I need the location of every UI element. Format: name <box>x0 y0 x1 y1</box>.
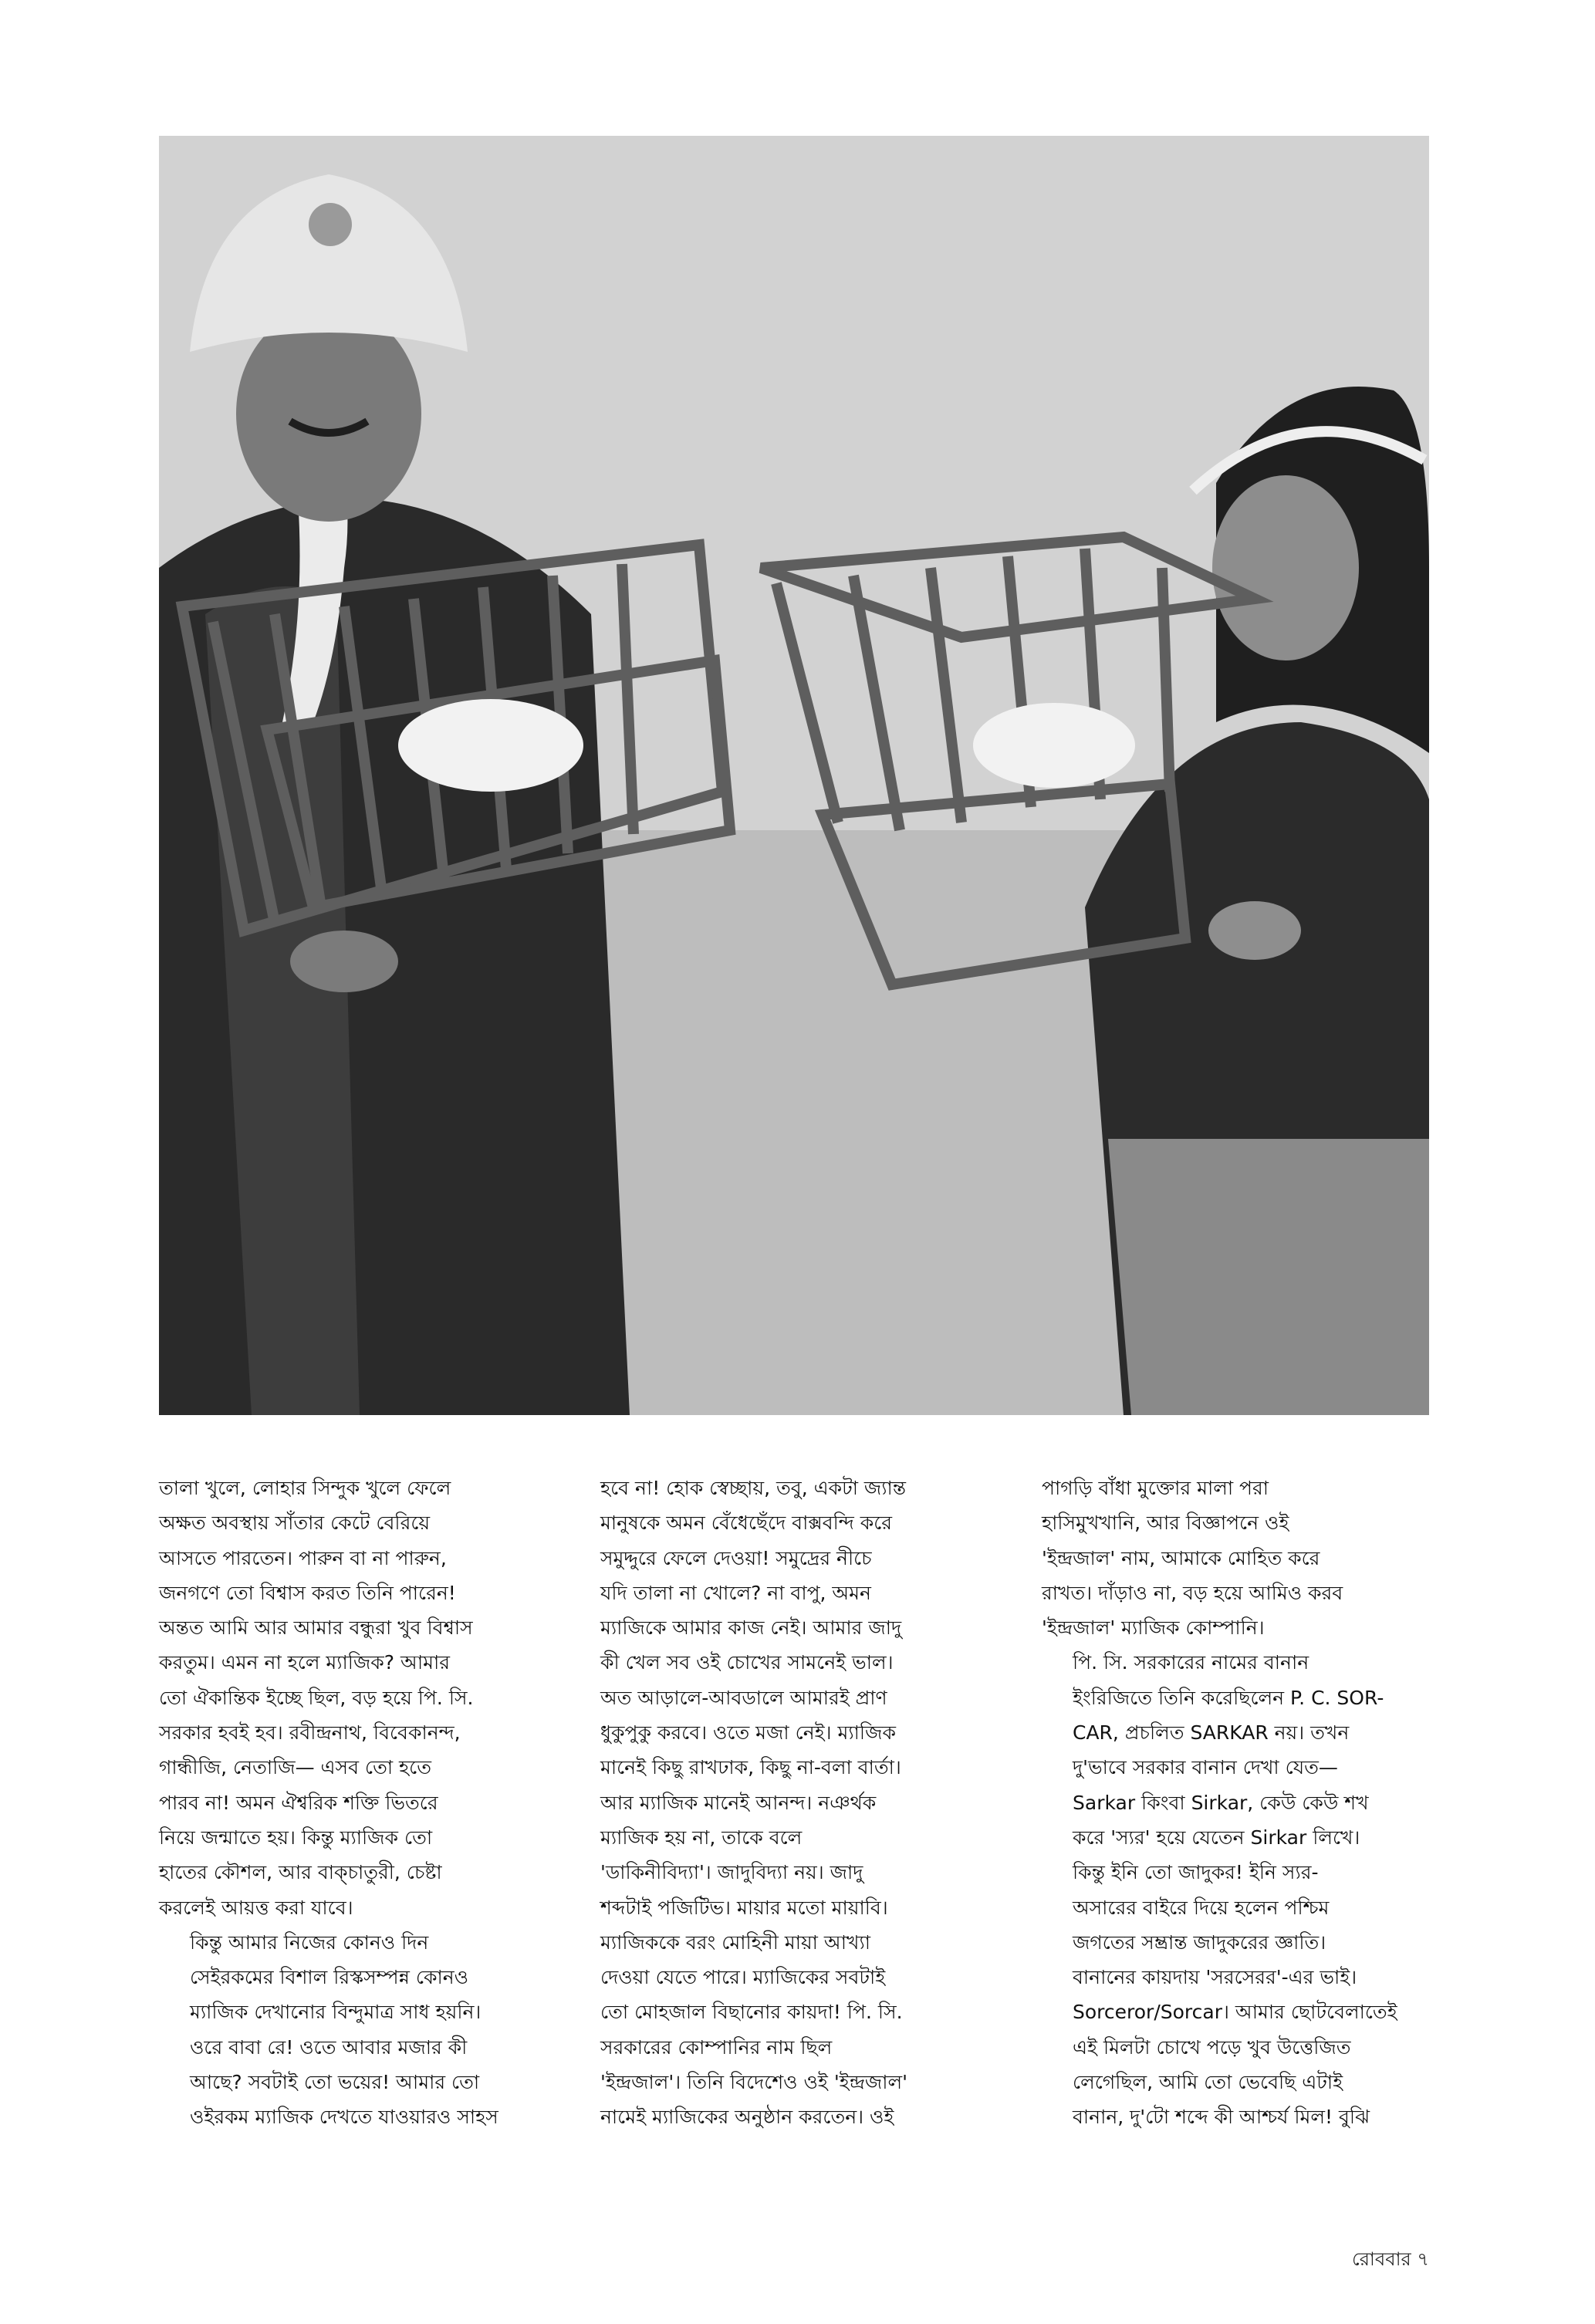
text-line: আছে? সবটাই তো ভয়ের! আমার তো <box>190 2071 480 2094</box>
text-line: CAR, প্রচলিত SARKAR নয়। তখন <box>1073 1721 1350 1745</box>
text-column-1 <box>159 1471 545 2135</box>
text-line: গান্ধীজি, নেতাজি— এসব তো হতে <box>159 1756 431 1779</box>
text-line: হাসিমুখখানি, আর বিজ্ঞাপনে ওই <box>1042 1512 1289 1535</box>
text-line: নিয়ে জন্মাতে হয়। কিন্তু ম্যাজিক তো <box>159 1826 433 1849</box>
text-line: শব্দটাই পজিটিভ। মায়ার মতো মায়াবি। <box>600 1896 888 1919</box>
text-line: Sorceror/Sorcar। আমার ছোটবেলাতেই <box>1073 2001 1397 2024</box>
text-line: বানান, দু'টো শব্দে কী আশ্চর্য মিল! বুঝি <box>1073 2106 1370 2129</box>
text-line: তালা খুলে, লোহার সিন্দুক খুলে ফেলে <box>159 1477 451 1499</box>
text-line: কী খেল সব ওই চোখের সামনেই ভাল। <box>600 1651 894 1674</box>
text-line: লেগেছিল, আমি তো ভেবেছি এটাই <box>1073 2071 1343 2094</box>
text-line: করতুম। এমন না হলে ম্যাজিক? আমার <box>159 1651 451 1674</box>
text-line: পি. সি. সরকারের নামের বানান <box>1073 1651 1309 1674</box>
text-line: রাখত। দাঁড়াও না, বড় হয়ে আমিও করব <box>1042 1581 1343 1604</box>
text-line: দেওয়া যেতে পারে। ম্যাজিকের সবটাই <box>600 1966 886 1989</box>
text-line: আর ম্যাজিক মানেই আনন্দ। নঞর্থক <box>600 1791 877 1814</box>
text-column-3 <box>1042 1471 1428 2135</box>
magician-photo <box>159 136 1429 1415</box>
text-line: 'ইন্দ্রজাল' ম্যাজিক কোম্পানি। <box>1042 1616 1265 1640</box>
text-line: ধুকুপুকু করবে। ওতে মজা নেই। ম্যাজিক <box>600 1721 896 1745</box>
text-line: অত আড়ালে-আবডালে আমারই প্রাণ <box>600 1686 887 1709</box>
text-line: তো মোহজাল বিছানোর কায়দা! পি. সি. <box>600 2001 903 2024</box>
text-line: অসারের বাইরে দিয়ে হলেন পশ্চিম <box>1073 1896 1330 1919</box>
photo-illustration <box>159 136 1429 1415</box>
text-line: ম্যাজিক হয় না, তাকে বলে <box>600 1826 803 1849</box>
paragraph <box>1042 1645 1428 2134</box>
paragraph <box>159 1471 545 1925</box>
text-line: 'ইন্দ্রজাল'। তিনি বিদেশেও ওই 'ইন্দ্রজাল' <box>600 2071 908 2094</box>
text-line: নামেই ম্যাজিকের অনুষ্ঠান করতেন। ওই <box>600 2106 894 2129</box>
text-line: এই মিলটা চোখে পড়ে খুব উত্তেজিত <box>1073 2035 1351 2059</box>
text-line: ওইরকম ম্যাজিক দেখতে যাওয়ারও সাহস <box>190 2106 498 2129</box>
text-line: সরকার হবই হব। রবীন্দ্রনাথ, বিবেকানন্দ, <box>159 1721 461 1745</box>
text-line: ওরে বাবা রে! ওতে আবার মজার কী <box>190 2035 468 2059</box>
text-line: পাগড়ি বাঁধা মুক্তোর মালা পরা <box>1042 1477 1269 1499</box>
text-line: সেইরকমের বিশাল রিস্কসম্পন্ন কোনও <box>190 1966 469 1989</box>
text-line: অন্তত আমি আর আমার বন্ধুরা খুব বিশ্বাস <box>159 1616 473 1640</box>
text-line: যদি তালা না খোলে? না বাপু, অমন <box>600 1581 871 1604</box>
text-line: কিন্তু আমার নিজের কোনও দিন <box>190 1930 429 1954</box>
text-line: মানেই কিছু রাখঢাক, কিছু না-বলা বার্তা। <box>600 1756 901 1779</box>
paragraph <box>1042 1471 1428 1645</box>
text-line: 'ইন্দ্রজাল' নাম, আমাকে মোহিত করে <box>1042 1546 1320 1569</box>
text-line: তো ঐকান্তিক ইচ্ছে ছিল, বড় হয়ে পি. সি. <box>159 1686 474 1709</box>
text-line: জনগণে তো বিশ্বাস করত তিনি পারেন! <box>159 1581 456 1604</box>
text-line: করলেই আয়ত্ত করা যাবে। <box>159 1896 353 1919</box>
text-line: অক্ষত অবস্থায় সাঁতার কেটে বেরিয়ে <box>159 1512 431 1535</box>
text-line: ম্যাজিকে আমার কাজ নেই। আমার জাদু <box>600 1616 902 1640</box>
page-folio: রোববার ৭ <box>1351 2248 1429 2270</box>
text-line: আসতে পারতেন। পারুন বা না পারুন, <box>159 1546 447 1569</box>
text-line: ম্যাজিক দেখানোর বিন্দুমাত্র সাধ হয়নি। <box>190 2001 482 2024</box>
text-line: 'ডাকিনীবিদ্যা'। জাদুবিদ্যা নয়। জাদু <box>600 1861 863 1884</box>
text-line: ইংরিজিতে তিনি করেছিলেন P. C. SOR- <box>1073 1686 1384 1709</box>
text-line: করে 'স্যর' হয়ে যেতেন Sirkar লিখে। <box>1073 1826 1360 1849</box>
text-line: সমুদ্দুরে ফেলে দেওয়া! সমুদ্রের নীচে <box>600 1546 872 1569</box>
text-line: মানুষকে অমন বেঁধেছেঁদে বাক্সবন্দি করে <box>600 1512 893 1535</box>
text-line: দু'ভাবে সরকার বানান দেখা যেত— <box>1073 1756 1338 1779</box>
text-line: সরকারের কোম্পানির নাম ছিল <box>600 2035 833 2059</box>
text-line: পারব না! অমন ঐশ্বরিক শক্তি ভিতরে <box>159 1791 438 1814</box>
text-line: বানানের কায়দায় 'সরসেরর'-এর ভাই। <box>1073 1966 1357 1989</box>
text-line: হবে না! হোক স্বেচ্ছায়, তবু, একটা জ্যান্ত <box>600 1477 907 1499</box>
paragraph <box>159 1925 545 2135</box>
paragraph <box>600 1471 986 2135</box>
text-line: হাতের কৌশল, আর বাক্‌চাতুরী, চেষ্টা <box>159 1861 442 1884</box>
text-column-2 <box>600 1471 986 2135</box>
text-line: Sarkar কিংবা Sirkar, কেউ কেউ শখ <box>1073 1791 1369 1814</box>
text-line: ম্যাজিককে বরং মোহিনী মায়া আখ্যা <box>600 1930 870 1954</box>
text-line: কিন্তু ইনি তো জাদুকর! ইনি স্যর- <box>1073 1861 1319 1884</box>
text-line: জগতের সম্ভ্রান্ত জাদুকরের জ্ঞাতি। <box>1073 1930 1326 1954</box>
